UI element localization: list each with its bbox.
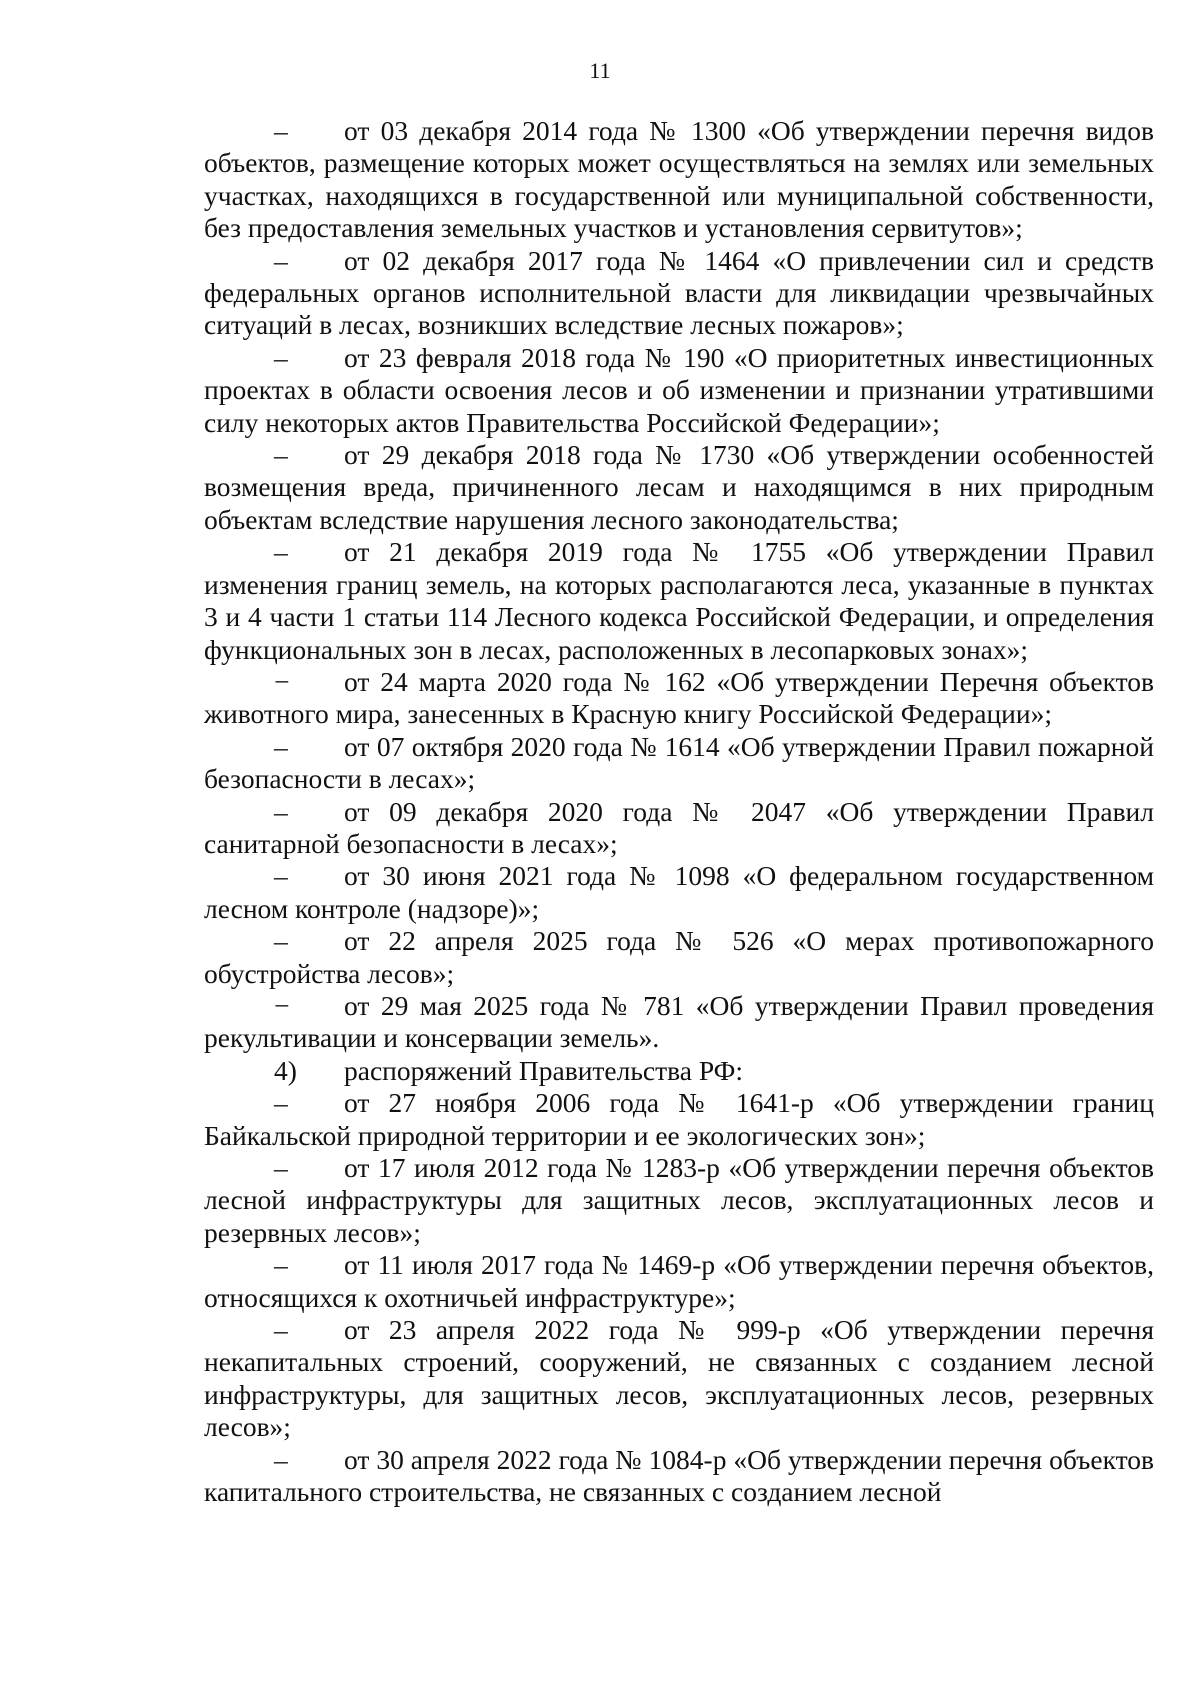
list-item-text: от 29 мая 2025 года № 781 «Об утверждении Правил проведения рекультивации и консервации земель». xyxy=(204,989,1154,1054)
list-item xyxy=(204,245,1154,342)
list-marker: − xyxy=(274,989,290,1021)
list-item-text: от 09 декабря 2020 года № 2047 «Об утверждении Правил санитарной безопасности в лесах»; xyxy=(204,795,1154,859)
list-item xyxy=(204,342,1154,439)
list-item xyxy=(204,439,1154,536)
list-marker: – xyxy=(274,439,288,471)
list-item-text: от 11 июля 2017 года № 1469-р «Об утверждении перечня объектов, относящихся к охотничьей инфраструктуре»; xyxy=(204,1249,1154,1313)
list-item xyxy=(204,1314,1154,1444)
list-item xyxy=(204,536,1154,666)
list-marker: − xyxy=(274,665,290,697)
list-item xyxy=(204,1249,1154,1314)
list-marker: – xyxy=(274,1152,288,1183)
list-marker: – xyxy=(274,795,288,827)
list-item-text: от 03 декабря 2014 года № 1300 «Об утверждении перечня видов объектов, размещение которых может осуществляться на землях или земельных участках, находящихся в государственной или муниципальной собственности, без предоставления земельных участков и установления сервитутов»; xyxy=(204,115,1154,244)
list-item xyxy=(204,115,1154,245)
list-marker: – xyxy=(274,341,288,373)
list-item-text: от 23 февраля 2018 года № 190 «О приоритетных инвестиционных проектах в области освоения лесов и об изменении и признании утратившими силу некоторых актов Правительства Российской Федерации»; xyxy=(204,341,1154,438)
list-marker: – xyxy=(274,536,288,568)
list-marker: – xyxy=(274,730,288,762)
section-number: 4) xyxy=(274,1054,297,1086)
list-marker: – xyxy=(274,1314,288,1346)
list-marker: – xyxy=(274,925,288,957)
list-marker: – xyxy=(274,860,288,892)
list-item xyxy=(204,796,1154,861)
list-item-text: от 29 декабря 2018 года № 1730 «Об утверждении особенностей возмещения вреда, причиненного лесам и находящимся в них природным объектам вследствие нарушения лесного законодательства; xyxy=(204,439,1154,535)
document-body xyxy=(204,115,1154,1508)
list-item xyxy=(204,1152,1154,1249)
list-item xyxy=(204,925,1154,990)
list-marker: – xyxy=(274,1087,288,1119)
list-item xyxy=(204,1444,1154,1509)
list-marker: – xyxy=(274,1249,288,1281)
list-item-text: от 21 декабря 2019 года № 1755 «Об утверждении Правил изменения границ земель, на которых располагаются леса, указанные в пунктах 3 и 4 части 1 статьи 114 Лесного кодекса Российской Федерации, и определения функциональных зон в лесах, расположенных в лесопарковых зонах»; xyxy=(204,536,1154,665)
section-heading xyxy=(204,1055,1154,1087)
list-item xyxy=(204,731,1154,796)
list-item-text: от 30 апреля 2022 года № 1084-р «Об утверждении перечня объектов капитального строительства, не связанных с созданием лесной xyxy=(204,1443,1154,1508)
list-item-text: от 24 марта 2020 года № 162 «Об утверждении Перечня объектов животного мира, занесенных в Красную книгу Российской Федерации»; xyxy=(204,665,1154,730)
list-item xyxy=(204,1087,1154,1152)
section-heading-text: распоряжений Правительства РФ: xyxy=(344,1054,744,1086)
list-marker: – xyxy=(274,1443,288,1475)
list-item-text: от 30 июня 2021 года № 1098 «О федеральном государственном лесном контроле (надзоре)»; xyxy=(204,860,1154,924)
list-item xyxy=(204,860,1154,925)
list-item-text: от 23 апреля 2022 года № 999-р «Об утверждении перечня некапитальных строений, сооружений, не связанных с созданием лесной инфраструктуры, для защитных лесов, эксплуатационных лесов, резервных лесов»; xyxy=(204,1314,1154,1443)
list-marker: – xyxy=(274,244,288,276)
list-item-text: от 22 апреля 2025 года № 526 «О мерах противопожарного обустройства лесов»; xyxy=(204,925,1154,989)
list-item xyxy=(204,666,1154,731)
list-marker: – xyxy=(274,115,288,146)
list-item-text: от 17 июля 2012 года № 1283-р «Об утверждении перечня объектов лесной инфраструктуры для защитных лесов, эксплуатационных лесов и резервных лесов»; xyxy=(204,1152,1154,1248)
list-item-text: от 07 октября 2020 года № 1614 «Об утверждении Правил пожарной безопасности в лесах»; xyxy=(204,730,1154,795)
list-item-text: от 27 ноября 2006 года № 1641-р «Об утверждении границ Байкальской природной территории и ее экологических зон»; xyxy=(204,1087,1154,1151)
page-number: 11 xyxy=(589,58,611,83)
list-item xyxy=(204,990,1154,1055)
list-item-text: от 02 декабря 2017 года № 1464 «О привлечении сил и средств федеральных органов исполнительной власти для ликвидации чрезвычайных ситуаций в лесах, возникших вследствие лесных пожаров»; xyxy=(204,244,1154,341)
